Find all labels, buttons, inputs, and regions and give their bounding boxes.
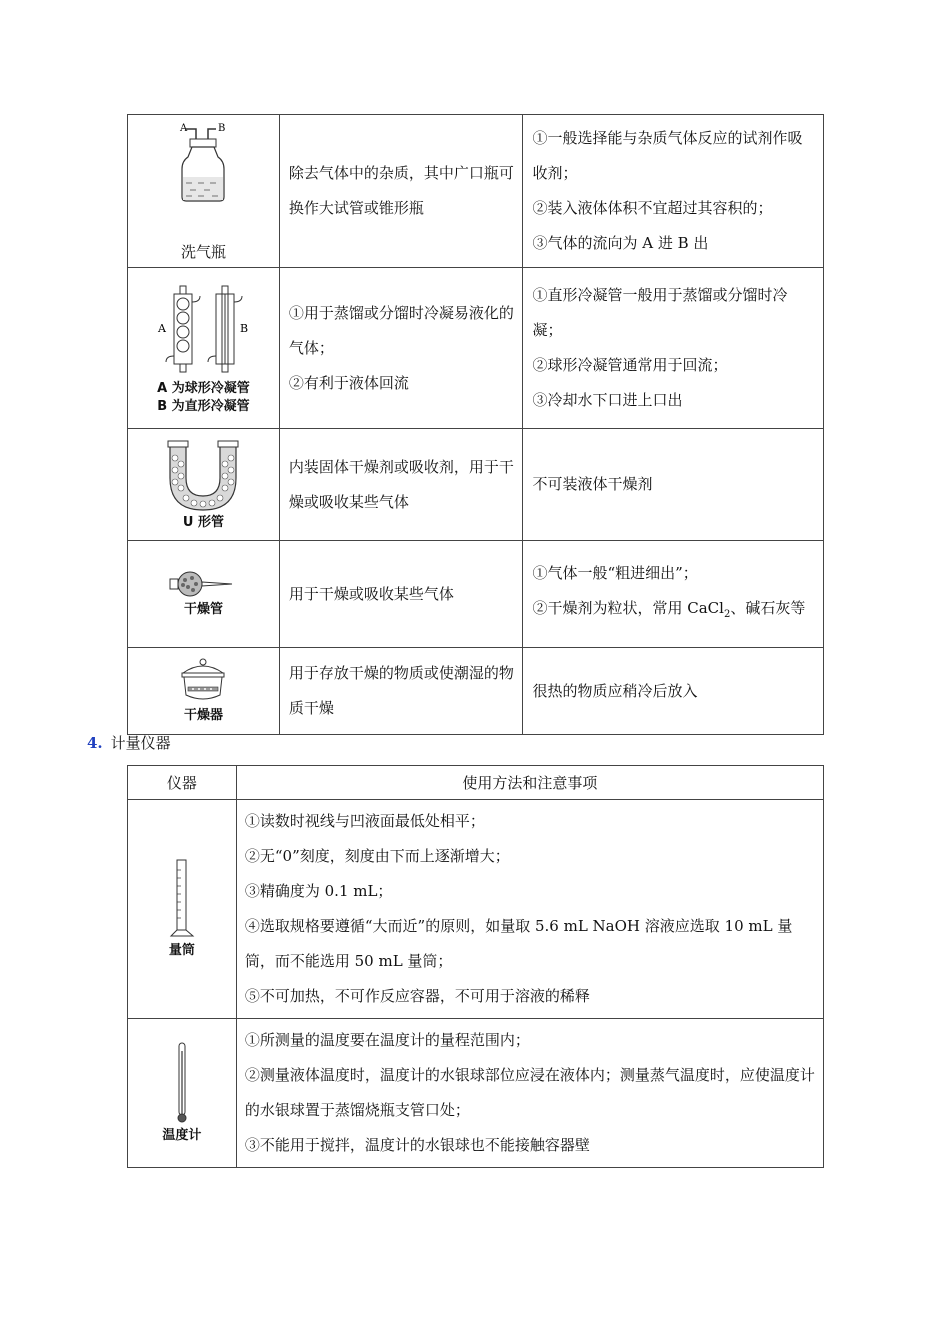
caption-line: B 为直形冷凝管 (157, 399, 250, 414)
graduated-cylinder-cell (128, 800, 237, 1019)
desiccator-cell (128, 648, 280, 735)
drying-tube-cell (128, 541, 280, 648)
note: 不可装液体干燥剂 (532, 475, 653, 493)
gas-washing-bottle-cell (128, 115, 280, 268)
note: ③精确度为 0.1 mL； (244, 882, 393, 900)
note: ③气体的流向为 A 进 B 出 (532, 234, 709, 252)
note: ②无“0”刻度，刻度由下而上逐渐增大； (244, 847, 510, 865)
notes-cell (523, 541, 824, 648)
note: ①读数时视线与凹液面最低处相平； (244, 812, 485, 830)
label-b: B (218, 122, 226, 134)
use-text: 用于干燥或吸收某些气体 (288, 584, 454, 603)
table-header-row (128, 766, 824, 800)
note: ①气体一般“粗进细出”； (532, 564, 698, 582)
note: ①直形冷凝管一般用于蒸馏或分馏时冷凝； (532, 286, 788, 339)
desiccator-icon (178, 657, 228, 705)
use-cell (279, 268, 523, 429)
use-text: 除去气体中的杂质，其中广口瓶可换作大试管或锥形瓶 (288, 164, 514, 217)
subscript: 2 (723, 609, 731, 620)
thermometer-cell (128, 1019, 237, 1168)
apparatus-table (127, 114, 824, 735)
notes-cell (236, 800, 823, 1019)
caption-line: A 为球形冷凝管 (157, 381, 250, 396)
note: ②装入液体体积不宜超过其容积的； (532, 199, 773, 217)
use-text: 内装固体干燥剂或吸收剂，用于干燥或吸收某些气体 (288, 457, 514, 511)
use-text: ①用于蒸馏或分馏时冷凝易液化的气体； (288, 303, 514, 357)
note: 很热的物质应稍冷后放入 (532, 681, 698, 700)
note: ③不能用于搅拌，温度计的水银球也不能接触容器壁 (244, 1136, 590, 1154)
use-cell (279, 429, 523, 541)
note: ③冷却水下口进上口出 (532, 391, 683, 409)
table-row (128, 268, 824, 429)
notes-cell (523, 268, 824, 429)
label-a: A (158, 322, 167, 335)
table-row (128, 800, 824, 1019)
drying-tube-icon (168, 569, 238, 599)
graduated-cylinder-icon (167, 858, 197, 940)
table-row (128, 648, 824, 735)
table-row (128, 115, 824, 268)
gas-washing-bottle-icon (158, 121, 248, 233)
section-number: 4. (87, 734, 103, 752)
use-cell (279, 115, 523, 268)
use-cell (279, 648, 523, 735)
notes-cell (523, 648, 824, 735)
use-text: ②有利于液体回流 (288, 373, 409, 392)
header-instrument: 仪器 (128, 766, 237, 800)
table-row (128, 541, 824, 648)
note: ①一般选择能与杂质气体反应的试剂作吸收剂； (532, 129, 803, 182)
thermometer-icon (172, 1041, 192, 1125)
caption: U 形管 (182, 514, 224, 530)
caption: 干燥管 (183, 602, 223, 617)
note: ②球形冷凝管通常用于回流； (532, 356, 728, 374)
section-heading (87, 732, 171, 753)
note: ①所测量的温度要在温度计的量程范围内； (244, 1031, 530, 1049)
caption: 干燥器 (183, 708, 223, 723)
condenser-icon (148, 280, 258, 380)
u-tube-icon (162, 438, 244, 512)
notes-cell (523, 115, 824, 268)
notes-cell (236, 1019, 823, 1168)
measuring-instruments-table (127, 765, 824, 1168)
caption: 温度计 (162, 1128, 202, 1143)
note: ②测量液体温度时，温度计的水银球部位应浸在液体内；测量蒸气温度时，应使温度计的水银球置于蒸馏烧瓶支管口处； (244, 1066, 815, 1119)
use-cell (279, 541, 523, 648)
condenser-cell (128, 268, 280, 429)
section-title: 计量仪器 (110, 734, 171, 752)
note: ④选取规格要遵循“大而近”的原则，如量取 5.6 mL NaOH 溶液应选取 10 mL 量筒，而不能选用 50 mL 量筒； (244, 917, 793, 970)
label-b: B (240, 322, 249, 335)
notes-cell (523, 429, 824, 541)
table-row (128, 1019, 824, 1168)
caption: 量筒 (168, 943, 195, 958)
note: 、碱石灰等 (730, 599, 806, 617)
header-usage: 使用方法和注意事项 (236, 766, 823, 800)
table-row (128, 429, 824, 541)
note: ⑤不可加热，不可作反应容器，不可用于溶液的稀释 (244, 987, 590, 1005)
u-tube-cell (128, 429, 280, 541)
label-a: A (180, 122, 188, 134)
note: ②干燥剂为粒状，常用 CaCl (532, 599, 724, 617)
use-text: 用于存放干燥的物质或使潮湿的物质干燥 (288, 664, 514, 717)
caption: 洗气瓶 (180, 242, 226, 261)
